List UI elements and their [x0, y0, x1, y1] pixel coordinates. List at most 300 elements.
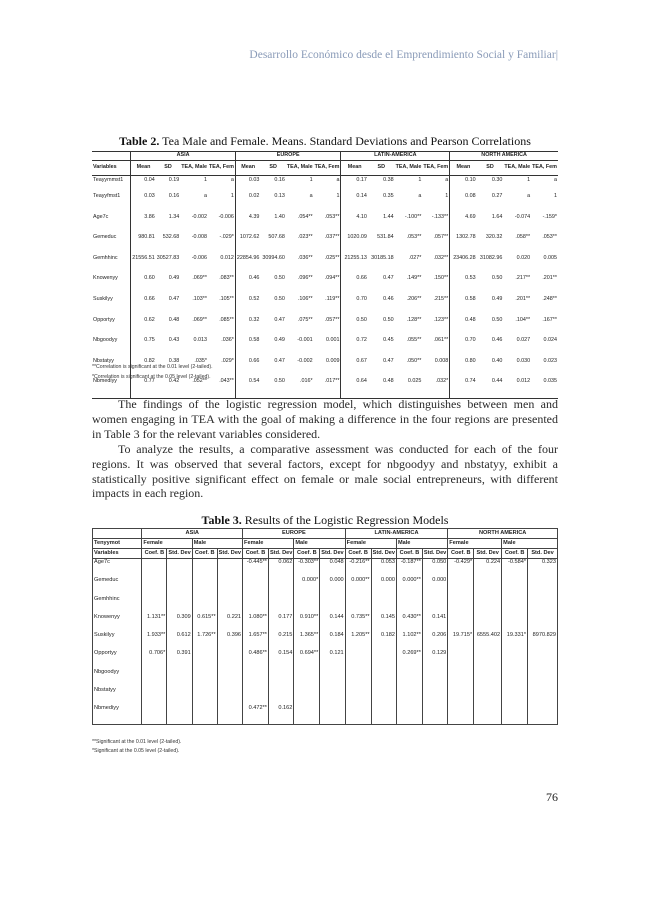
table2-row [92, 192, 558, 213]
table3-cell [474, 669, 502, 687]
table2-region-northam: NORTH AMERICA [450, 152, 558, 161]
table2-cell: .119** [314, 295, 341, 316]
table2-cell: 0.012 [503, 377, 531, 398]
table3-region-asia: ASIA [142, 529, 243, 539]
table3-cell: 0.206 [422, 632, 447, 650]
table3-cell [192, 559, 217, 578]
table3-cell [268, 687, 293, 705]
table2-cell: 0.32 [248, 316, 260, 323]
table2-cell: 0.52 [248, 295, 260, 302]
table2-cell: 0.47 [274, 357, 285, 364]
table3-footnote-2: *Significant at the 0.05 level (2-tailed). [92, 748, 180, 754]
table3-variable-name: Nbstatyy [93, 687, 142, 705]
table3-row [93, 687, 558, 705]
table2-cell: 0.45 [383, 337, 394, 344]
table3-cell [474, 705, 502, 724]
table2-cell: .058** [515, 234, 531, 241]
table3-cell [502, 650, 528, 668]
table3-cell: 0.182 [371, 632, 396, 650]
table3-cell [167, 577, 192, 595]
table2-cell: 0.44 [477, 377, 504, 398]
table2-cell: 0.62 [144, 316, 155, 323]
table3-cell [528, 705, 558, 724]
table3-cell: 0.472** [243, 705, 269, 724]
table3-cell: 0.269** [396, 650, 422, 668]
table2-cell: 0.02 [248, 193, 260, 199]
table2-variable-name: Knowenyy [92, 274, 131, 295]
table3-cell [243, 596, 269, 614]
table2-cell: -.029* [208, 233, 235, 254]
table2-cell: .104** [515, 316, 531, 323]
table3-col-header: Std. Dev [528, 549, 558, 559]
table3-cell [217, 577, 242, 595]
table2-col-mean: Mean [131, 161, 156, 176]
table3-cell [422, 687, 447, 705]
table3-cell: 0.154 [268, 650, 293, 668]
table2-cell: 0.27 [491, 193, 503, 199]
table2-cell: .032* [422, 377, 449, 398]
table2-cell: 0.48 [465, 316, 476, 323]
table3-cell [243, 577, 269, 595]
table3-gender: Female [345, 539, 396, 549]
table3-cell [142, 669, 167, 687]
table2-col-tea-male: TEA, Male [503, 161, 531, 176]
table2-caption-label: Table 2. [119, 134, 160, 148]
table3-cell: 0.224 [474, 559, 502, 578]
table2-cell: 0.47 [274, 316, 285, 323]
table2-cell: 0.30 [491, 177, 503, 183]
table2-cell: 0.58 [248, 337, 260, 344]
table2-cell: 320.32 [485, 234, 503, 241]
table2-cell: 1 [554, 193, 557, 199]
table2-cell: 0.50 [491, 275, 503, 282]
table2-cell: 532.68 [162, 234, 180, 241]
table3-cell [502, 614, 528, 632]
table3-cell [371, 687, 396, 705]
table3-cell [142, 559, 167, 578]
table3-cell [294, 596, 320, 614]
table2-cell: 0.009 [314, 357, 341, 378]
table2-cell: .075** [297, 316, 313, 323]
table2-footnote-1: **Correlation is significant at the 0.01 level (2-tailed). [92, 364, 213, 370]
table2-cell: 0.024 [543, 337, 557, 344]
table3-row [93, 577, 558, 595]
table2-variable-name: Teayyfmst1 [92, 192, 131, 213]
table3-cell: 1.080** [243, 614, 269, 632]
table3-row [93, 559, 558, 578]
table2-cell: 0.49 [491, 295, 503, 302]
table3-gender: Female [448, 539, 502, 549]
table2-cell: 21255.13 [344, 254, 367, 261]
table2-cell: .037** [314, 233, 341, 254]
table3-cell: 0.221 [217, 614, 242, 632]
table3-cell [528, 687, 558, 705]
table2-cell: .150** [422, 274, 449, 295]
table2-cell: .029* [208, 357, 235, 378]
table2-cell: .027* [408, 254, 422, 261]
table2-cell: 0.75 [144, 337, 155, 344]
table2-cell: .201** [542, 275, 557, 282]
table2-cell: 0.49 [274, 337, 285, 344]
table3-col-header: Coef. B [448, 549, 474, 559]
table3-cell [192, 669, 217, 687]
table3-cell [371, 705, 396, 724]
table3-cell: 6555.402 [474, 632, 502, 650]
table3-cell [294, 705, 320, 724]
table3-cell: 0.053 [371, 559, 396, 578]
table2-variable-name: Nbgoodyy [92, 336, 131, 357]
table3-cell [268, 669, 293, 687]
table2-cell: .016* [286, 377, 314, 398]
table2-cell: 4.10 [356, 213, 367, 220]
table2-cell: a [204, 193, 207, 199]
table2-cell: -0.006 [191, 254, 207, 261]
table2-cell: .201** [515, 295, 531, 302]
table2-correlations [92, 151, 558, 399]
table2-cell: .248** [542, 295, 557, 302]
table2-region-europe: EUROPE [235, 152, 341, 161]
table3-row [93, 669, 558, 687]
table3-cell: 0.000 [320, 577, 345, 595]
table3-region-latam: LATIN-AMERICA [345, 529, 448, 539]
table3-cell: 0.910** [294, 614, 320, 632]
table3-cell [192, 596, 217, 614]
table2-corner [92, 152, 131, 161]
table3-cell: 0.309 [167, 614, 192, 632]
table2-cell: 0.66 [248, 357, 260, 364]
table3-variable-name: Nbgoodyy [93, 669, 142, 687]
table2-cell: -.159* [542, 213, 557, 220]
table2-cell: 0.03 [248, 177, 260, 183]
table2-cell: .094** [314, 274, 341, 295]
table2-cell: 0.54 [235, 377, 260, 398]
table3-cell [294, 669, 320, 687]
table2-variable-name: Nbstatyy [92, 357, 131, 378]
table3-col-header: Std. Dev [217, 549, 242, 559]
table3-cell [474, 596, 502, 614]
table3-cell [371, 650, 396, 668]
table2-cell: .149** [406, 275, 422, 282]
table2-row [92, 377, 558, 398]
table3-cell [502, 596, 528, 614]
table2-cell: a [554, 177, 557, 183]
table2-cell: 0.38 [383, 177, 394, 183]
table3-cell: 0.000* [294, 577, 320, 595]
table2-cell: 0.49 [168, 275, 180, 282]
table2-region-header [92, 152, 558, 161]
table3-cell [502, 705, 528, 724]
table2-cell: .053** [406, 234, 422, 241]
table3-cell [167, 596, 192, 614]
table3-cell: 0.735** [345, 614, 371, 632]
table2-cell: 0.008 [422, 357, 449, 378]
table3-caption [0, 513, 650, 528]
table3-cell [422, 705, 447, 724]
table2-cell: 1072.62 [239, 234, 260, 241]
table2-cell: 0.17 [356, 177, 367, 183]
table3-variable-name: Gemeduc [93, 577, 142, 595]
table3-col-header: Coef. B [345, 549, 371, 559]
table2-cell: 0.03 [144, 193, 155, 199]
table2-cell: 1302.78 [456, 234, 476, 241]
table2-col-sd: SD [260, 161, 285, 176]
table3-logistic-regression [92, 528, 558, 725]
table2-cell: 0.40 [491, 357, 503, 364]
table2-cell: .023** [297, 234, 313, 241]
table2-cell: a [422, 176, 449, 193]
table2-cell: 0.66 [144, 295, 155, 302]
table3-cell [268, 577, 293, 595]
table2-col-mean: Mean [450, 161, 477, 176]
table2-cell: -0.001 [297, 337, 313, 344]
table2-col-tea-fem: TEA, Fem [422, 161, 449, 176]
table3-tenyymot-label: Tenyymot [93, 539, 142, 549]
table3-cell [294, 687, 320, 705]
table2-column-header [92, 161, 558, 176]
table2-cell: 0.020 [516, 254, 531, 261]
table3-cell [192, 577, 217, 595]
table2-cell: 21556.51 [132, 254, 155, 261]
table3-col-header: Coef. B [502, 549, 528, 559]
table2-cell: 3.86 [144, 213, 155, 220]
table3-cell [345, 705, 371, 724]
table2-cell: 0.50 [491, 316, 503, 323]
table2-cell: 0.10 [465, 177, 476, 183]
table2-cell: 1 [309, 177, 313, 183]
table3-cell: 1.933** [142, 632, 167, 650]
table3-cell [217, 650, 242, 668]
table3-cell [448, 687, 474, 705]
table2-cell: .035* [194, 357, 207, 364]
table3-cell [448, 614, 474, 632]
table3-cell: 0.694** [294, 650, 320, 668]
table3-cell [345, 669, 371, 687]
table2-cell: 0.46 [248, 275, 260, 282]
table2-cell: 0.012 [208, 254, 235, 275]
table2-cell: 1 [314, 192, 341, 213]
table2-row [92, 295, 558, 316]
table2-cell: -0.006 [208, 213, 235, 234]
table3-cell: 1.131** [142, 614, 167, 632]
table3-cell [448, 650, 474, 668]
table3-cell: 0.050 [422, 559, 447, 578]
table3-cell [217, 596, 242, 614]
table3-cell [396, 705, 422, 724]
table2-variable-name: Age7c [92, 213, 131, 234]
table2-cell: 0.70 [356, 295, 367, 302]
table2-cell: 0.43 [168, 337, 180, 344]
table3-col-header: Coef. B [396, 549, 422, 559]
table2-cell: 0.47 [383, 275, 394, 282]
table3-col-header: Std. Dev [320, 549, 345, 559]
table2-cell: -.133** [422, 213, 449, 234]
table2-caption [0, 134, 650, 149]
table3-cell [217, 669, 242, 687]
table2-cell: 31082.96 [479, 254, 503, 261]
table3-cell: 8970.829 [528, 632, 558, 650]
running-header: Desarrollo Económico desde el Emprendimiento Social y Familiar| [249, 49, 558, 61]
table2-cell: -0.002 [297, 357, 313, 364]
table2-cell: .206** [406, 295, 422, 302]
table3-caption-text: Results of the Logistic Regression Models [241, 513, 449, 527]
table3-cell: 0.184 [320, 632, 345, 650]
table3-cell [142, 577, 167, 595]
table2-cell: .054** [297, 213, 313, 220]
table3-col-header: Coef. B [192, 549, 217, 559]
table2-cell: 0.67 [356, 357, 367, 364]
table3-cell [243, 687, 269, 705]
table3-gender: Male [294, 539, 345, 549]
table3-cell [142, 596, 167, 614]
table2-cell: .215** [422, 295, 449, 316]
table3-region-header [93, 529, 558, 539]
table3-cell [167, 559, 192, 578]
table3-cell [528, 577, 558, 595]
table3-gender: Female [142, 539, 192, 549]
table2-cell: 1 [422, 192, 449, 213]
table3-cell [422, 596, 447, 614]
table3-cell: 0.000** [345, 577, 371, 595]
table2-cell: 0.50 [383, 316, 394, 323]
table3-region-europe: EUROPE [243, 529, 346, 539]
table2-variable-name: Gemeduc [92, 233, 131, 254]
table3-cell [474, 577, 502, 595]
paragraph-1-text: The findings of the logistic regression model, which distinguishes between men and women engaging in TEA with the goal of making a difference in the four regions are presented in Table 3 for the relevant variables considered. [92, 397, 558, 441]
table2-cell: 0.013 [193, 337, 207, 344]
table3-cell [502, 669, 528, 687]
table3-cell [371, 596, 396, 614]
table2-cell: 0.82 [144, 357, 155, 364]
table3-row [93, 614, 558, 632]
table2-caption-text: Tea Male and Female. Means. Standard Deviations and Pearson Correlations [159, 134, 531, 148]
table2-cell: 0.66 [356, 275, 367, 282]
table2-variable-name: Teayymmst1 [92, 176, 131, 193]
table2-cell: 1 [418, 177, 422, 183]
table2-cell: 0.023 [543, 357, 557, 364]
table2-cell: .025** [314, 254, 341, 275]
table2-cell: 0.46 [491, 337, 503, 344]
table2-cell: 0.42 [156, 377, 180, 398]
table2-cell: 1020.09 [347, 234, 367, 241]
table2-cell: a [314, 176, 341, 193]
table3-cell: 0.706* [142, 650, 167, 668]
table3-gender: Female [243, 539, 294, 549]
table2-region-asia: ASIA [131, 152, 236, 161]
table2-col-tea-fem: TEA, Fem [314, 161, 341, 176]
table3-cell [142, 687, 167, 705]
table2-cell: .053** [542, 234, 557, 241]
table2-cell: 0.60 [144, 275, 155, 282]
table2-cell: .103** [192, 295, 207, 302]
table3-cell: 0.121 [320, 650, 345, 668]
table3-col-header: Coef. B [294, 549, 320, 559]
table2-cell: .057** [422, 233, 449, 254]
table2-variables-header: Variables [92, 161, 131, 176]
table2-cell: 0.77 [131, 377, 156, 398]
table2-cell: 0.50 [260, 377, 285, 398]
table3-cell: 19.331* [502, 632, 528, 650]
table2-cell: 0.48 [368, 377, 395, 398]
table3-variable-name: Opportyy [93, 650, 142, 668]
table3-cell [192, 687, 217, 705]
table3-cell: 1.365** [294, 632, 320, 650]
table2-cell: 1.44 [383, 213, 394, 220]
table2-region-latam: LATIN-AMERICA [341, 152, 450, 161]
table2-row [92, 233, 558, 254]
table3-col-header: Std. Dev [371, 549, 396, 559]
table2-cell: 0.35 [383, 193, 394, 199]
table3-gender: Male [396, 539, 447, 549]
table3-cell: 0.391 [167, 650, 192, 668]
table2-cell: 531.84 [377, 234, 394, 241]
table2-col-sd: SD [368, 161, 395, 176]
table3-cell [167, 705, 192, 724]
table2-cell: 0.035 [531, 377, 558, 398]
table3-row [93, 632, 558, 650]
table3-col-header: Coef. B [142, 549, 167, 559]
table2-cell: 0.16 [274, 177, 285, 183]
table2-cell: -0.074 [514, 213, 531, 220]
table2-cell: 0.027 [516, 337, 531, 344]
table3-cell [528, 669, 558, 687]
table3-cell: -0.584* [502, 559, 528, 578]
table3-cell [528, 650, 558, 668]
table3-col-header: Std. Dev [422, 549, 447, 559]
table3-cell [167, 669, 192, 687]
paragraph-2 [92, 442, 558, 501]
table3-cell: 0.000 [422, 577, 447, 595]
table2-cell: 0.48 [168, 316, 180, 323]
table3-cell [502, 577, 528, 595]
table2-cell: 30527.83 [156, 254, 180, 261]
table2-cell: 1 [208, 192, 235, 213]
table3-cell: 1.205** [345, 632, 371, 650]
table2-cell: .128** [406, 316, 422, 323]
table2-cell: 980.81 [138, 234, 155, 241]
page-number: 76 [546, 790, 558, 804]
table2-cell: -0.002 [191, 213, 207, 220]
table3-cell: 0.062 [268, 559, 293, 578]
table2-cell: .032** [422, 254, 449, 275]
table2-cell: 0.74 [450, 377, 477, 398]
table3-gender: Male [502, 539, 558, 549]
table3-cell: 0.396 [217, 632, 242, 650]
table2-cell: .105** [208, 295, 235, 316]
table3-cell: 0.323 [528, 559, 558, 578]
table3-cell: 0.141 [422, 614, 447, 632]
table3-variable-name: Knowenyy [93, 614, 142, 632]
table2-cell: 0.72 [356, 337, 367, 344]
table2-footnote-2: *Correlation is significant at the 0.05 level (2-tailed). [92, 374, 211, 380]
table3-cell: 0.048 [320, 559, 345, 578]
table2-cell: 23406.28 [453, 254, 476, 261]
table3-row [93, 650, 558, 668]
table3-cell: 0.486** [243, 650, 269, 668]
table2-cell: .055** [406, 337, 422, 344]
table3-cell [192, 705, 217, 724]
table2-cell: .061** [422, 336, 449, 357]
paragraph-1 [92, 397, 558, 441]
table3-col-header: Std. Dev [474, 549, 502, 559]
table2-col-tea-fem: TEA, Fem [531, 161, 558, 176]
table2-cell: -0.008 [191, 234, 207, 241]
table3-cell: 0.000 [371, 577, 396, 595]
table2-col-tea-male: TEA, Male [395, 161, 423, 176]
table3-cell: 1.102** [396, 632, 422, 650]
table2-row [92, 213, 558, 234]
table3-cell: -0.429* [448, 559, 474, 578]
table3-cell: 0.615** [192, 614, 217, 632]
